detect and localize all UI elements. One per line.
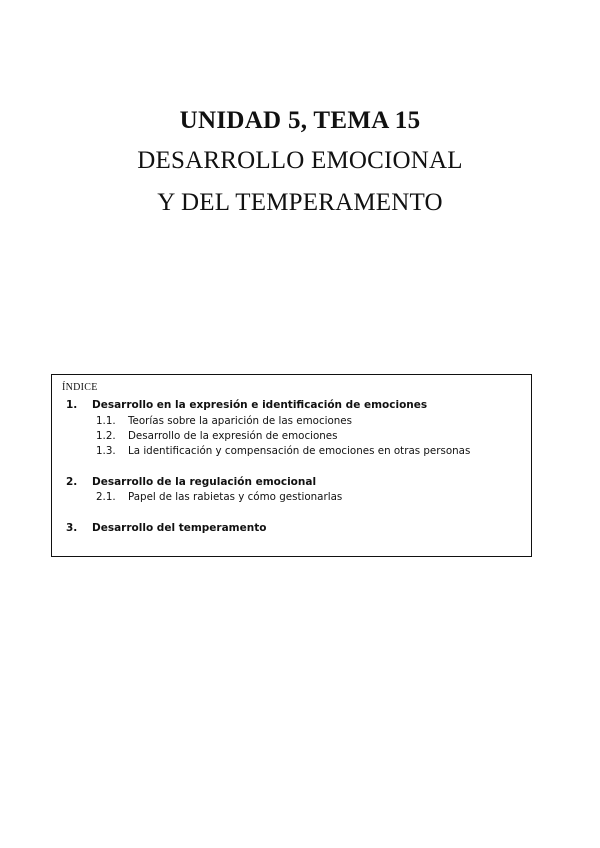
toc-section-number: 1. — [66, 399, 78, 411]
table-of-contents — [51, 374, 532, 557]
toc-section-number: 2. — [66, 476, 78, 488]
toc-section-number: 3. — [66, 522, 78, 534]
toc-section-title: Desarrollo de la regulación emocional — [92, 476, 317, 488]
toc-subsection-title: Papel de las rabietas y cómo gestionarlas — [128, 491, 343, 503]
title-block — [0, 104, 600, 224]
toc-subsection-title: Teorías sobre la aparición de las emociones — [128, 415, 353, 427]
toc-subsection-title: Desarrollo de la expresión de emociones — [128, 430, 338, 442]
subtitle-line-2: Y DEL TEMPERAMENTO — [157, 189, 443, 216]
toc-section-title: Desarrollo del temperamento — [92, 522, 267, 534]
toc-subsection-title: La identificación y compensación de emociones en otras personas — [128, 445, 471, 457]
toc-heading: ÍNDICE — [62, 382, 98, 393]
toc-subsection-number: 1.2. — [96, 430, 116, 442]
toc-subsection-number: 1.1. — [96, 415, 116, 427]
subtitle-line-1: DESARROLLO EMOCIONAL — [137, 147, 463, 174]
toc-subsection-number: 1.3. — [96, 445, 116, 457]
toc-subsection-number: 2.1. — [96, 491, 116, 503]
toc-section-title: Desarrollo en la expresión e identificación de emociones — [92, 399, 428, 411]
unit-title: UNIDAD 5, TEMA 15 — [179, 107, 421, 134]
